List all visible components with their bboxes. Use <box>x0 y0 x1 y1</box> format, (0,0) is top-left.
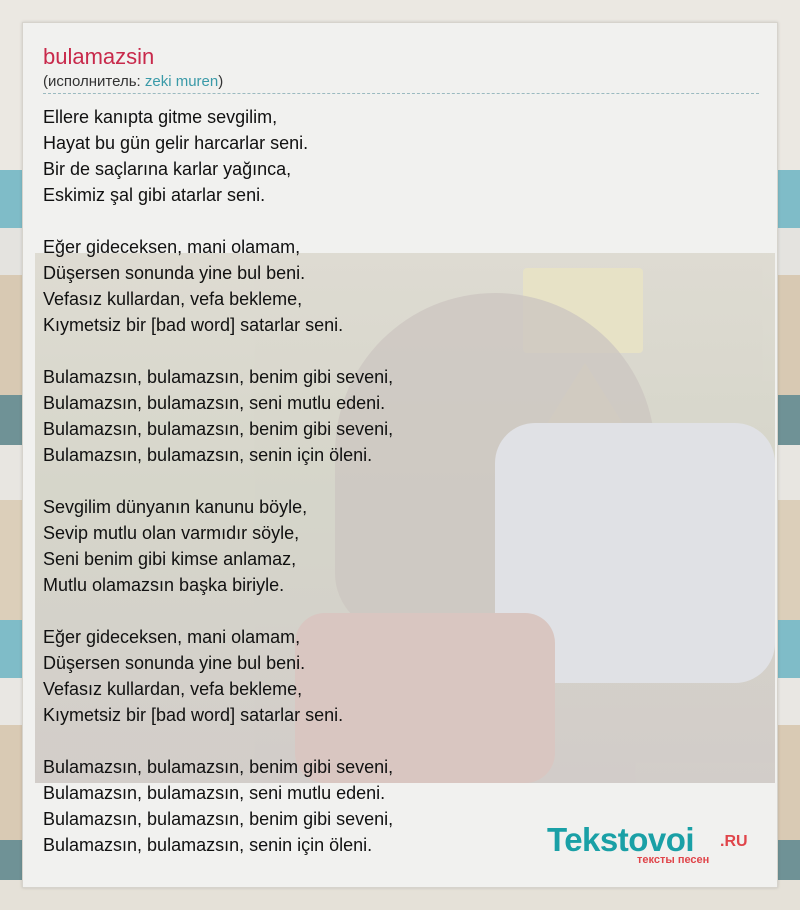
performer-suffix: ) <box>218 73 224 90</box>
lyric-line: Seni benim gibi kimse anlamaz, <box>43 549 297 569</box>
lyric-line: Bulamazsın, bulamazsın, seni mutlu edeni. <box>43 393 386 413</box>
stanza <box>43 104 759 208</box>
lyric-line: Vefasız kullardan, vefa bekleme, <box>43 679 303 699</box>
lyric-line: Mutlu olamazsın başka biriyle. <box>43 575 285 595</box>
lyrics-content <box>43 43 759 884</box>
lyric-line: Bulamazsın, bulamazsın, benim gibi seveni, <box>43 757 394 777</box>
lyric-line: Kıymetsiz bir [bad word] satarlar seni. <box>43 315 344 335</box>
performer-link[interactable]: zeki muren <box>144 73 219 90</box>
stanza <box>43 624 759 728</box>
lyric-line: Hayat bu gün gelir harcarlar seni. <box>43 133 309 153</box>
lyric-line: Eğer gideceksen, mani olamam, <box>43 237 301 257</box>
performer-line <box>43 73 759 94</box>
stanza <box>43 494 759 598</box>
logo-tld: .RU <box>720 833 748 850</box>
lyric-line: Bulamazsın, bulamazsın, benim gibi seveni, <box>43 367 394 387</box>
song-title: bulamazsin <box>43 44 155 69</box>
lyric-line: Düşersen sonunda yine bul beni. <box>43 263 306 283</box>
lyrics-text <box>43 104 759 858</box>
lyric-line: Sevgilim dünyanın kanunu böyle, <box>43 497 308 517</box>
lyric-line: Kıymetsiz bir [bad word] satarlar seni. <box>43 705 344 725</box>
logo-tagline: тексты песен <box>637 854 710 866</box>
lyric-line: Bir de saçlarına karlar yağınca, <box>43 159 292 179</box>
logo-name: Tekstovoi <box>547 821 695 858</box>
lyric-line: Bulamazsın, bulamazsın, seni mutlu edeni. <box>43 783 386 803</box>
lyric-line: Sevip mutlu olan varmıdır söyle, <box>43 523 300 543</box>
lyric-line: Düşersen sonunda yine bul beni. <box>43 653 306 673</box>
lyric-line: Vefasız kullardan, vefa bekleme, <box>43 289 303 309</box>
lyric-line: Bulamazsın, bulamazsın, senin için öleni. <box>43 835 373 855</box>
lyric-line: Eskimiz şal gibi atarlar seni. <box>43 185 266 205</box>
stanza <box>43 364 759 468</box>
lyric-line: Bulamazsın, bulamazsın, senin için öleni. <box>43 445 373 465</box>
performer-prefix: (исполнитель: <box>43 73 145 90</box>
stanza <box>43 234 759 338</box>
lyric-line: Bulamazsın, bulamazsın, benim gibi seveni, <box>43 809 394 829</box>
site-logo[interactable] <box>547 820 757 870</box>
lyric-line: Bulamazsın, bulamazsın, benim gibi seveni, <box>43 419 394 439</box>
lyric-line: Eğer gideceksen, mani olamam, <box>43 627 301 647</box>
lyric-line: Ellere kanıpta gitme sevgilim, <box>43 107 278 127</box>
lyrics-card <box>22 22 778 888</box>
